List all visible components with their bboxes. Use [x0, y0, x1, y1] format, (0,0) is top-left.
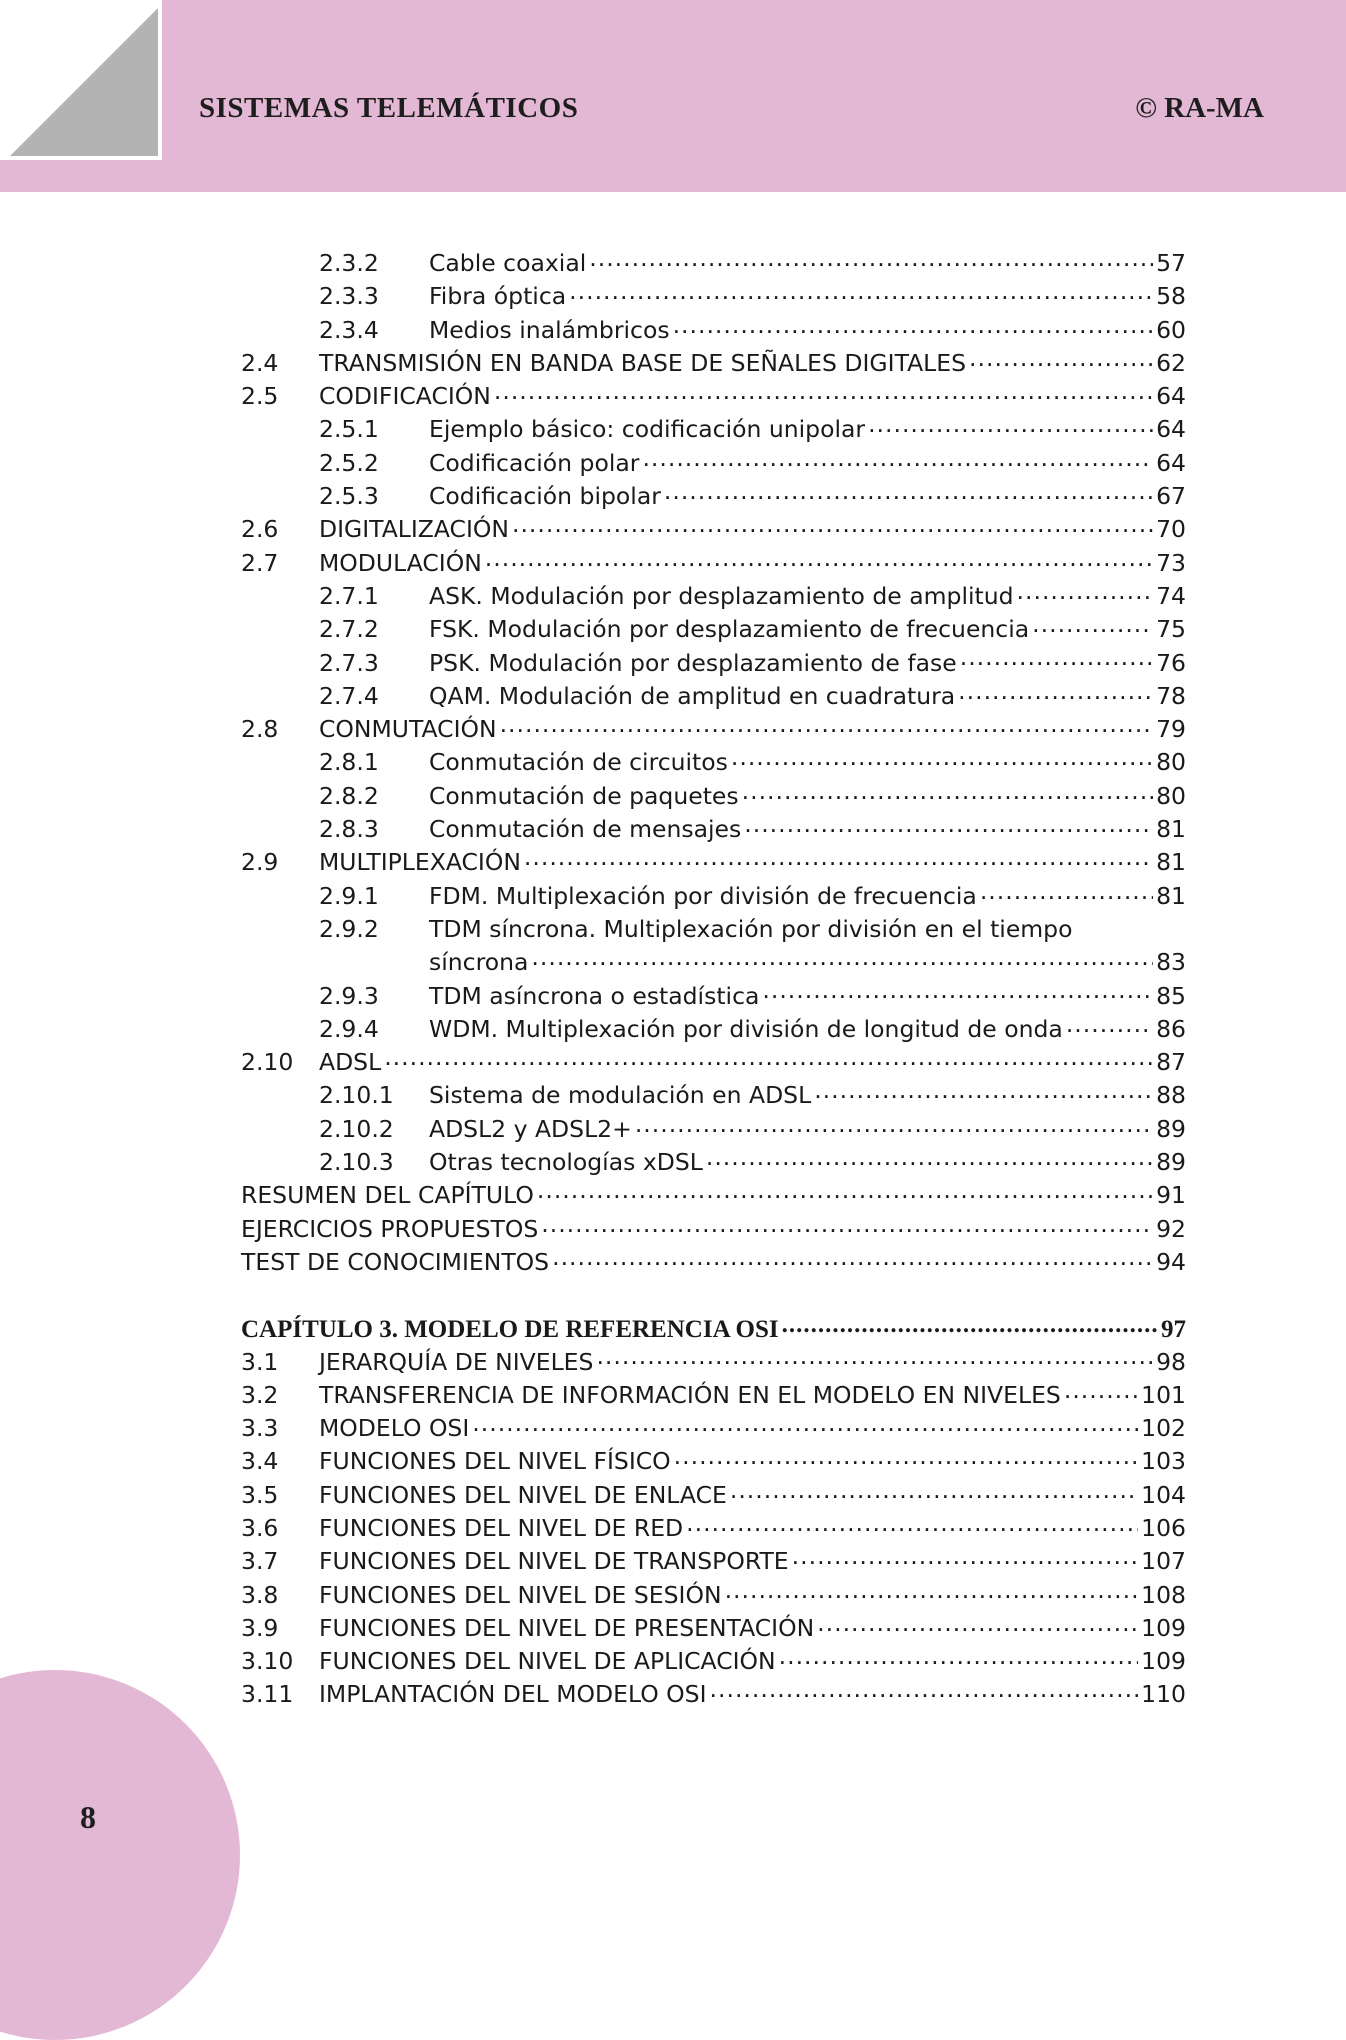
toc-entry-number: 3.3: [241, 1414, 279, 1443]
toc-entry-page: 64: [1156, 448, 1186, 477]
toc-leader-dots: [485, 547, 1153, 571]
toc-leader-dots: [512, 514, 1153, 538]
toc-entry[interactable]: [241, 1579, 1186, 1612]
toc-entry-page: 103: [1141, 1447, 1186, 1476]
toc-leader-dots: [596, 1346, 1153, 1370]
toc-entry-label: FUNCIONES DEL NIVEL DE TRANSPORTE: [319, 1547, 789, 1576]
toc-entry-number: 2.10.3: [319, 1148, 394, 1177]
toc-leader-dots: [1017, 580, 1154, 604]
toc-entry[interactable]: [241, 680, 1186, 713]
toc-entry-page: 80: [1156, 781, 1186, 810]
toc-entry-page: 97: [1161, 1316, 1186, 1344]
toc-entry-label: ASK. Modulación por desplazamiento de amplitud: [429, 581, 1014, 610]
toc-entry-number: 2.9.4: [319, 1014, 379, 1043]
toc-entry-number: 2.9.2: [319, 914, 379, 943]
toc-entry-number: 2.10.1: [319, 1081, 394, 1110]
toc-entry-label: CODIFICACIÓN: [319, 382, 491, 411]
toc-entry[interactable]: [241, 1678, 1186, 1711]
toc-entry-label: Medios inalámbricos: [429, 315, 670, 344]
toc-entry-number: 2.6: [241, 515, 279, 544]
toc-entry[interactable]: [241, 1545, 1186, 1578]
toc-entry[interactable]: [241, 813, 1186, 846]
toc-entry-page: 110: [1141, 1680, 1186, 1709]
toc-entry[interactable]: [241, 746, 1186, 779]
toc-entry[interactable]: [241, 1412, 1186, 1445]
toc-entry-number: 2.9.3: [319, 981, 379, 1010]
toc-leader-dots: [814, 1080, 1153, 1104]
toc-entry[interactable]: [241, 880, 1186, 913]
page-header-band: [0, 0, 1346, 192]
toc-entry-number: 3.11: [241, 1680, 294, 1709]
toc-entry-page: 58: [1156, 282, 1186, 311]
toc-leader-dots: [531, 947, 1153, 971]
toc-entry-label: TDM síncrona. Multiplexación por división en el tiempo: [429, 914, 1073, 943]
toc-entry-number: 2.8.1: [319, 748, 379, 777]
toc-leader-dots: [706, 1147, 1153, 1171]
toc-leader-dots: [664, 481, 1153, 505]
toc-entry-label: TRANSMISIÓN EN BANDA BASE DE SEÑALES DIGITALES: [319, 348, 967, 377]
toc-leader-dots: [541, 1213, 1153, 1237]
book-title: SISTEMAS TELEMÁTICOS: [199, 92, 579, 124]
toc-leader-dots: [792, 1546, 1138, 1570]
toc-leader-dots: [494, 381, 1153, 405]
toc-leader-dots: [552, 1246, 1153, 1270]
toc-entry-page: 104: [1141, 1480, 1186, 1509]
toc-entry-label: DIGITALIZACIÓN: [319, 515, 509, 544]
toc-entry-number: 2.8: [241, 715, 279, 744]
toc-entry-page: 67: [1156, 482, 1186, 511]
toc-entry-page: 109: [1141, 1647, 1186, 1676]
toc-entry[interactable]: [241, 380, 1186, 413]
toc-entry-number: 2.9: [241, 848, 279, 877]
toc-leader-dots: [500, 714, 1154, 738]
toc-entry-number: 3.8: [241, 1580, 279, 1609]
toc-leader-dots: [674, 1446, 1138, 1470]
toc-leader-dots: [969, 347, 1153, 371]
toc-entry-number: 2.3.3: [319, 282, 379, 311]
toc-leader-dots: [958, 680, 1153, 704]
toc-entry[interactable]: [241, 480, 1186, 513]
toc-entry-label: ADSL: [319, 1048, 382, 1077]
toc-entry-label: ADSL2 y ADSL2+: [429, 1114, 632, 1143]
toc-entry-page: 109: [1141, 1613, 1186, 1642]
toc-entry[interactable]: [241, 1179, 1186, 1212]
toc-entry[interactable]: [241, 1079, 1186, 1112]
toc-entry-number: 2.8.2: [319, 781, 379, 810]
toc-entry-label: EJERCICIOS PROPUESTOS: [241, 1214, 539, 1243]
toc-entry-label: MODULACIÓN: [319, 548, 482, 577]
toc-entry[interactable]: [241, 1213, 1186, 1246]
toc-entry-label: Conmutación de mensajes: [429, 815, 742, 844]
toc-leader-dots: [980, 880, 1153, 904]
page-number-circle: [0, 1670, 240, 2040]
corner-triangle-icon: [0, 0, 162, 160]
toc-entry[interactable]: [241, 647, 1186, 680]
toc-leader-dots: [589, 248, 1153, 272]
toc-entry-label: Conmutación de paquetes: [429, 781, 739, 810]
toc-leader-dots: [569, 281, 1153, 305]
toc-entry-page: 107: [1141, 1547, 1186, 1576]
toc-entry-page: 92: [1156, 1214, 1186, 1243]
toc-entry-number: 3.10: [241, 1647, 294, 1676]
toc-entry-label: FDM. Multiplexación por división de frecuencia: [429, 881, 977, 910]
toc-entry-page: 73: [1156, 548, 1186, 577]
toc-leader-dots: [686, 1512, 1138, 1536]
toc-entry-page: 98: [1156, 1347, 1186, 1376]
toc-entry-label: FUNCIONES DEL NIVEL DE PRESENTACIÓN: [319, 1613, 815, 1642]
toc-entry[interactable]: [241, 913, 1186, 946]
toc-entry-page: 70: [1156, 515, 1186, 544]
toc-entry-label: Conmutación de circuitos: [429, 748, 728, 777]
toc-entry-number: 2.5.3: [319, 482, 379, 511]
toc-entry-number: 3.9: [241, 1613, 279, 1642]
toc-leader-dots: [472, 1413, 1138, 1437]
toc-entry-label: TDM asíncrona o estadística: [429, 981, 760, 1010]
toc-entry-number: 2.7.4: [319, 681, 379, 710]
toc-leader-dots: [524, 847, 1153, 871]
toc-entry-number: 3.7: [241, 1547, 279, 1576]
toc-entry-label: JERARQUÍA DE NIVELES: [319, 1347, 594, 1376]
toc-entry-page: 75: [1156, 615, 1186, 644]
toc-entry[interactable]: [241, 447, 1186, 480]
toc-entry-page: 89: [1156, 1114, 1186, 1143]
toc-entry-page: 64: [1156, 382, 1186, 411]
toc-entry-page: 91: [1156, 1181, 1186, 1210]
toc-entry-page: 83: [1156, 948, 1186, 977]
toc-entry[interactable]: [241, 1379, 1186, 1412]
toc-entry-label: Sistema de modulación en ADSL: [429, 1081, 812, 1110]
toc-entry-continuation[interactable]: [241, 946, 1186, 979]
toc-entry-number: 2.8.3: [319, 815, 379, 844]
toc-entry-number: 2.10: [241, 1048, 294, 1077]
toc-spacer: [241, 1279, 1186, 1312]
table-of-contents: [241, 247, 1186, 1712]
toc-entry-number: 2.9.1: [319, 881, 379, 910]
publisher-mark: © RA-MA: [1135, 92, 1264, 124]
toc-entry-number: 3.5: [241, 1480, 279, 1509]
toc-entry[interactable]: [241, 547, 1186, 580]
toc-entry[interactable]: [241, 1445, 1186, 1478]
toc-leader-dots: [384, 1047, 1153, 1071]
toc-entry-page: 80: [1156, 748, 1186, 777]
toc-leader-dots: [1066, 1013, 1153, 1037]
toc-leader-dots: [779, 1646, 1139, 1670]
toc-entry-label: Cable coaxial: [429, 249, 587, 277]
toc-entry-label: CAPÍTULO 3. MODELO DE REFERENCIA OSI: [241, 1316, 779, 1344]
toc-entry-page: 81: [1156, 815, 1186, 844]
toc-entry[interactable]: [241, 280, 1186, 313]
toc-entry[interactable]: [241, 247, 1186, 280]
toc-entry-page: 74: [1156, 581, 1186, 610]
toc-entry-number: 2.3.4: [319, 315, 379, 344]
toc-entry[interactable]: [241, 1645, 1186, 1678]
toc-entry-label: MODELO OSI: [319, 1414, 470, 1443]
toc-entry-label-continuation: síncrona: [429, 948, 529, 977]
toc-leader-dots: [868, 414, 1153, 438]
toc-entry[interactable]: [241, 580, 1186, 613]
toc-entry-page: 101: [1141, 1380, 1186, 1409]
toc-entry-page: 64: [1156, 415, 1186, 444]
toc-entry-page: 106: [1141, 1513, 1186, 1542]
toc-entry[interactable]: [241, 413, 1186, 446]
toc-entry[interactable]: [241, 1479, 1186, 1512]
toc-entry-label: FUNCIONES DEL NIVEL DE SESIÓN: [319, 1580, 722, 1609]
toc-entry[interactable]: [241, 846, 1186, 879]
toc-entry-label: QAM. Modulación de amplitud en cuadratura: [429, 681, 956, 710]
toc-entry[interactable]: [241, 613, 1186, 646]
toc-entry-page: 102: [1141, 1414, 1186, 1443]
toc-entry[interactable]: [241, 1612, 1186, 1645]
toc-entry-page: 87: [1156, 1048, 1186, 1077]
toc-leader-dots: [635, 1113, 1153, 1137]
toc-entry-label: Codificación polar: [429, 448, 640, 477]
toc-entry-label: FUNCIONES DEL NIVEL DE RED: [319, 1513, 684, 1542]
toc-entry-page: 81: [1156, 848, 1186, 877]
toc-entry-label: Otras tecnologías xDSL: [429, 1148, 703, 1177]
toc-entry-number: 2.7: [241, 548, 279, 577]
page-number: 8: [80, 1799, 96, 1835]
toc-entry-label: Ejemplo básico: codificación unipolar: [429, 415, 866, 444]
toc-entry-label: CONMUTACIÓN: [319, 715, 497, 744]
toc-entry-label: IMPLANTACIÓN DEL MODELO OSI: [319, 1680, 707, 1709]
toc-entry-label: WDM. Multiplexación por división de longitud de onda: [429, 1014, 1063, 1043]
toc-entry-page: 81: [1156, 881, 1186, 910]
toc-entry-label: RESUMEN DEL CAPÍTULO: [241, 1181, 534, 1210]
toc-entry-number: 2.7.2: [319, 615, 379, 644]
toc-leader-dots: [744, 814, 1153, 838]
page-corner-fold: [0, 0, 162, 160]
toc-entry-label: FUNCIONES DEL NIVEL DE APLICACIÓN: [319, 1647, 776, 1676]
toc-entry-number: 3.6: [241, 1513, 279, 1542]
toc-entry-page: 94: [1156, 1247, 1186, 1276]
toc-leader-dots: [1064, 1379, 1138, 1403]
toc-entry-number: 3.2: [241, 1380, 279, 1409]
toc-entry[interactable]: [241, 314, 1186, 347]
toc-entry-label: FUNCIONES DEL NIVEL FÍSICO: [319, 1447, 671, 1476]
toc-entry-page: 86: [1156, 1014, 1186, 1043]
toc-entry-number: 2.5.2: [319, 448, 379, 477]
toc-leader-dots: [782, 1312, 1158, 1337]
toc-leader-dots: [960, 647, 1153, 671]
toc-entry-label: TRANSFERENCIA DE INFORMACIÓN EN EL MODELO EN NIVELES: [319, 1380, 1061, 1409]
toc-entry[interactable]: [241, 1046, 1186, 1079]
toc-entry[interactable]: [241, 1013, 1186, 1046]
toc-entry[interactable]: [241, 980, 1186, 1013]
toc-entry-page: 60: [1156, 315, 1186, 344]
toc-chapter-entry[interactable]: [241, 1312, 1186, 1345]
toc-entry-number: 3.1: [241, 1347, 279, 1376]
toc-entry-label: FSK. Modulación por desplazamiento de frecuencia: [429, 615, 1030, 644]
toc-entry-number: 2.7.3: [319, 648, 379, 677]
toc-leader-dots: [762, 980, 1153, 1004]
toc-entry[interactable]: [241, 713, 1186, 746]
toc-entry[interactable]: [241, 1512, 1186, 1545]
toc-entry-label: Fibra óptica: [429, 282, 567, 311]
toc-entry[interactable]: [241, 1113, 1186, 1146]
toc-entry-page: 57: [1156, 249, 1186, 277]
toc-leader-dots: [731, 747, 1153, 771]
toc-entry-number: 2.5.1: [319, 415, 379, 444]
toc-entry-number: 2.5: [241, 382, 279, 411]
toc-entry-number: 2.7.1: [319, 581, 379, 610]
toc-leader-dots: [742, 780, 1153, 804]
toc-entry[interactable]: [241, 1146, 1186, 1179]
toc-entry-label: PSK. Modulación por desplazamiento de fase: [429, 648, 957, 677]
toc-entry-page: 78: [1156, 681, 1186, 710]
toc-leader-dots: [730, 1479, 1138, 1503]
toc-entry-label: MULTIPLEXACIÓN: [319, 848, 521, 877]
toc-entry-number: 2.3.2: [319, 249, 379, 277]
toc-entry-number: 3.4: [241, 1447, 279, 1476]
toc-leader-dots: [537, 1180, 1153, 1204]
toc-entry-label: TEST DE CONOCIMIENTOS: [241, 1247, 550, 1276]
toc-entry-page: 79: [1156, 715, 1186, 744]
toc-leader-dots: [710, 1679, 1139, 1703]
toc-entry-page: 62: [1156, 348, 1186, 377]
toc-entry[interactable]: [241, 347, 1186, 380]
toc-leader-dots: [673, 314, 1154, 338]
toc-entry-page: 108: [1141, 1580, 1186, 1609]
toc-leader-dots: [725, 1579, 1139, 1603]
toc-entry[interactable]: [241, 780, 1186, 813]
toc-entry-label: Codificación bipolar: [429, 482, 661, 511]
toc-entry[interactable]: [241, 1346, 1186, 1379]
toc-entry[interactable]: [241, 1246, 1186, 1279]
toc-entry-page: 88: [1156, 1081, 1186, 1110]
toc-entry-number: 2.10.2: [319, 1114, 394, 1143]
toc-leader-dots: [1032, 614, 1153, 638]
toc-entry-page: 89: [1156, 1148, 1186, 1177]
toc-entry[interactable]: [241, 513, 1186, 546]
toc-entry-number: 2.4: [241, 348, 279, 377]
toc-entry-label: FUNCIONES DEL NIVEL DE ENLACE: [319, 1480, 727, 1509]
toc-entry-page: 85: [1156, 981, 1186, 1010]
toc-leader-dots: [642, 447, 1153, 471]
toc-leader-dots: [817, 1612, 1138, 1636]
toc-entry-page: 76: [1156, 648, 1186, 677]
